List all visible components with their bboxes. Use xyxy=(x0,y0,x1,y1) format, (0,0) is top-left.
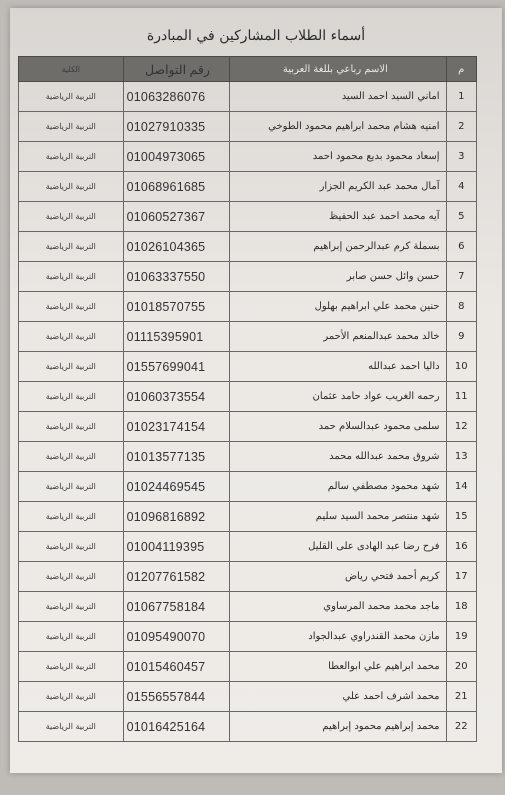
phone-number: 01556557844 xyxy=(123,682,230,712)
student-name: حسن وائل حسن صابر xyxy=(230,262,446,292)
header-phone: رقم التواصل xyxy=(123,57,230,82)
row-number: 14 xyxy=(446,472,476,502)
table-row xyxy=(19,352,477,382)
student-name: محمد إبراهيم محمود إبراهيم xyxy=(230,712,446,742)
phone-number: 01026104365 xyxy=(123,232,230,262)
phone-number: 01207761582 xyxy=(123,562,230,592)
document-title: أسماء الطلاب المشاركين في المبادرة xyxy=(146,28,366,44)
row-number: 22 xyxy=(446,712,476,742)
phone-number: 01015460457 xyxy=(123,652,230,682)
table-row xyxy=(19,712,477,742)
row-number: 8 xyxy=(446,292,476,322)
phone-number: 01067758184 xyxy=(123,592,230,622)
student-name: شهد محمود مصطفي سالم xyxy=(230,472,446,502)
student-name: إسعاد محمود بديع محمود احمد xyxy=(230,142,446,172)
row-number: 16 xyxy=(446,532,476,562)
header-number: م xyxy=(446,57,476,82)
student-name: امنيه هشام محمد ابراهيم محمود الطوخي xyxy=(230,112,446,142)
table-row xyxy=(19,562,477,592)
document-page xyxy=(10,8,502,773)
student-name: محمد ابراهيم علي ابوالعطا xyxy=(230,652,446,682)
student-name: خالد محمد عبدالمنعم الأحمر xyxy=(230,322,446,352)
table-row xyxy=(19,112,477,142)
table-row xyxy=(19,442,477,472)
phone-number: 01115395901 xyxy=(123,322,230,352)
header-name: الاسم رباعي بللغة العربية xyxy=(230,57,446,82)
table-body xyxy=(19,82,477,742)
college-name: التربية الرياضية xyxy=(19,382,124,412)
table-row xyxy=(19,202,477,232)
phone-number: 01023174154 xyxy=(123,412,230,442)
participants-table xyxy=(18,56,477,742)
college-name: التربية الرياضية xyxy=(19,172,124,202)
table-row xyxy=(19,592,477,622)
table-row xyxy=(19,232,477,262)
college-name: التربية الرياضية xyxy=(19,442,124,472)
college-name: التربية الرياضية xyxy=(19,232,124,262)
row-number: 10 xyxy=(446,352,476,382)
student-name: كريم أحمد فتحي رياض xyxy=(230,562,446,592)
student-name: محمد اشرف احمد علي xyxy=(230,682,446,712)
phone-number: 01557699041 xyxy=(123,352,230,382)
row-number: 12 xyxy=(446,412,476,442)
college-name: التربية الرياضية xyxy=(19,322,124,352)
student-name: رحمه الغريب عواد حامد عثمان xyxy=(230,382,446,412)
college-name: التربية الرياضية xyxy=(19,82,124,112)
college-name: التربية الرياضية xyxy=(19,262,124,292)
row-number: 5 xyxy=(446,202,476,232)
row-number: 6 xyxy=(446,232,476,262)
student-name: آيه محمد احمد عبد الحفيظ xyxy=(230,202,446,232)
phone-number: 01096816892 xyxy=(123,502,230,532)
phone-number: 01016425164 xyxy=(123,712,230,742)
college-name: التربية الرياضية xyxy=(19,562,124,592)
college-name: التربية الرياضية xyxy=(19,202,124,232)
college-name: التربية الرياضية xyxy=(19,532,124,562)
phone-number: 01004973065 xyxy=(123,142,230,172)
row-number: 15 xyxy=(446,502,476,532)
table-row xyxy=(19,502,477,532)
college-name: التربية الرياضية xyxy=(19,682,124,712)
row-number: 21 xyxy=(446,682,476,712)
row-number: 1 xyxy=(446,82,476,112)
phone-number: 01018570755 xyxy=(123,292,230,322)
phone-number: 01068961685 xyxy=(123,172,230,202)
college-name: التربية الرياضية xyxy=(19,142,124,172)
student-name: مازن محمد القندراوي عبدالجواد xyxy=(230,622,446,652)
student-name: شهد منتصر محمد السيد سليم xyxy=(230,502,446,532)
row-number: 18 xyxy=(446,592,476,622)
table-row xyxy=(19,292,477,322)
college-name: التربية الرياضية xyxy=(19,412,124,442)
student-name: حنين محمد علي ابراهيم بهلول xyxy=(230,292,446,322)
college-name: التربية الرياضية xyxy=(19,472,124,502)
table-row xyxy=(19,172,477,202)
college-name: التربية الرياضية xyxy=(19,502,124,532)
row-number: 7 xyxy=(446,262,476,292)
phone-number: 01060373554 xyxy=(123,382,230,412)
college-name: التربية الرياضية xyxy=(19,592,124,622)
student-name: آمال محمد عبد الكريم الجزار xyxy=(230,172,446,202)
table-row xyxy=(19,412,477,442)
row-number: 19 xyxy=(446,622,476,652)
student-name: فرح رضا عبد الهادى على القليل xyxy=(230,532,446,562)
row-number: 9 xyxy=(446,322,476,352)
student-name: اماني السيد احمد السيد xyxy=(230,82,446,112)
table-row xyxy=(19,82,477,112)
row-number: 4 xyxy=(446,172,476,202)
phone-number: 01095490070 xyxy=(123,622,230,652)
phone-number: 01027910335 xyxy=(123,112,230,142)
row-number: 2 xyxy=(446,112,476,142)
college-name: التربية الرياضية xyxy=(19,712,124,742)
college-name: التربية الرياضية xyxy=(19,292,124,322)
phone-number: 01063337550 xyxy=(123,262,230,292)
header-college: الكلية xyxy=(19,57,124,82)
table-row xyxy=(19,622,477,652)
phone-number: 01063286076 xyxy=(123,82,230,112)
phone-number: 01004119395 xyxy=(123,532,230,562)
college-name: التربية الرياضية xyxy=(19,112,124,142)
table-row xyxy=(19,142,477,172)
table-row xyxy=(19,472,477,502)
row-number: 13 xyxy=(446,442,476,472)
student-name: داليا احمد عبدالله xyxy=(230,352,446,382)
student-name: سلمى محمود عبدالسلام حمد xyxy=(230,412,446,442)
student-name: شروق محمد عبدالله محمد xyxy=(230,442,446,472)
college-name: التربية الرياضية xyxy=(19,652,124,682)
row-number: 17 xyxy=(446,562,476,592)
table-row xyxy=(19,322,477,352)
table-row xyxy=(19,682,477,712)
table-header-row xyxy=(19,57,477,82)
table-row xyxy=(19,262,477,292)
student-name: بسملة كرم عبدالرحمن إبراهيم xyxy=(230,232,446,262)
table-row xyxy=(19,382,477,412)
student-name: ماجد محمد محمد المرساوي xyxy=(230,592,446,622)
phone-number: 01013577135 xyxy=(123,442,230,472)
college-name: التربية الرياضية xyxy=(19,352,124,382)
row-number: 20 xyxy=(446,652,476,682)
college-name: التربية الرياضية xyxy=(19,622,124,652)
row-number: 3 xyxy=(446,142,476,172)
row-number: 11 xyxy=(446,382,476,412)
phone-number: 01024469545 xyxy=(123,472,230,502)
table-row xyxy=(19,652,477,682)
table-row xyxy=(19,532,477,562)
phone-number: 01060527367 xyxy=(123,202,230,232)
